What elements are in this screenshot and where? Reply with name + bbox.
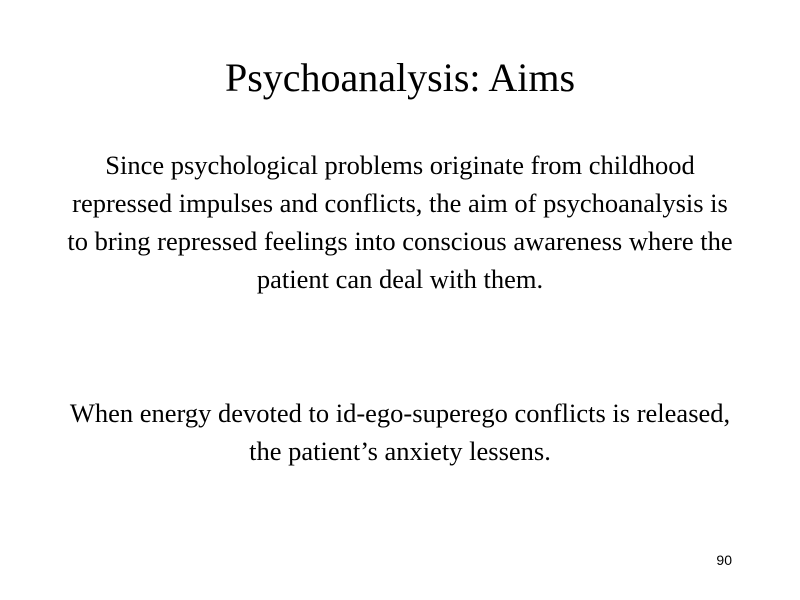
slide-title: Psychoanalysis: Aims [224, 55, 576, 100]
body-paragraph-anxiety: When energy devoted to id-ego-superego conflicts is released, the patient’s anxiety lessens. [69, 398, 731, 466]
body-paragraph-aim: Since psychological problems originate from childhood repressed impulses and conflicts, the aim of psychoanalysis is to bring repressed feelings into conscious awareness where the patient can deal with them. [67, 150, 733, 294]
slide-number: 90 [716, 552, 732, 568]
